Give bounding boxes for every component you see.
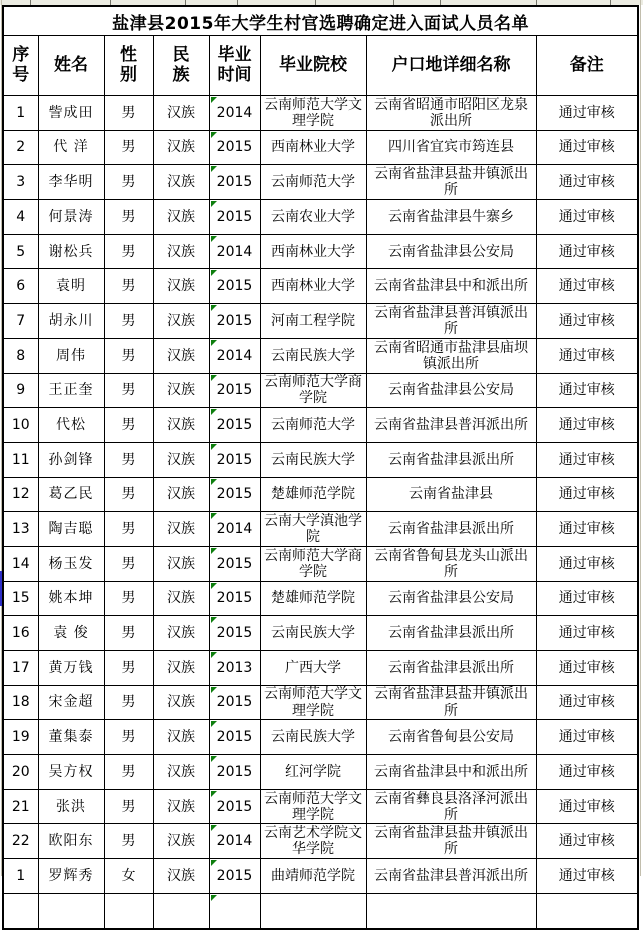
cell-grad-year: 2013: [209, 651, 260, 686]
cell-residence: 云南省盐津县牛寨乡: [366, 200, 536, 235]
cell-gender: 男: [104, 373, 153, 408]
cell-ethnicity: 汉族: [153, 477, 209, 512]
cell-residence: 云南省盐津县中和派出所: [366, 269, 536, 304]
header-gender: 性 别: [104, 36, 153, 96]
cell-grad-year: 2015: [209, 269, 260, 304]
cell-no: 12: [3, 477, 38, 512]
table-row: [3, 616, 638, 651]
cell-grad-year: 2015: [209, 616, 260, 651]
cell-gender: 男: [104, 789, 153, 824]
cell-residence: 云南省盐津县公安局: [366, 581, 536, 616]
green-triangle-icon: [211, 479, 217, 485]
cell-residence: 云南省盐津县盐井镇派出所: [366, 165, 536, 200]
cell-residence: 云南省盐津县普洱派出所: [366, 859, 536, 894]
cell-name: 杨玉发: [38, 546, 104, 581]
cell-residence: [366, 893, 536, 929]
table-row: [3, 96, 638, 131]
cell-residence: 云南省盐津县盐井镇派出所: [366, 685, 536, 720]
cell-residence: 云南省昭通市盐津县庙坝镇派出所: [366, 338, 536, 373]
cell-residence: 云南省鲁甸县公安局: [366, 720, 536, 755]
cell-ethnicity: 汉族: [153, 546, 209, 581]
cell-grad-year: 2014: [209, 512, 260, 547]
cell-school: 云南大学滇池学院: [260, 512, 366, 547]
sheet-gridline-right: [640, 0, 641, 876]
cell-remark: 通过审核: [536, 824, 638, 859]
cell-school: 云南艺术学院文华学院: [260, 824, 366, 859]
table-row: [3, 269, 638, 304]
cell-gender: 男: [104, 546, 153, 581]
cell-ethnicity: 汉族: [153, 824, 209, 859]
cell-no: 13: [3, 512, 38, 547]
cell-no: 8: [3, 338, 38, 373]
cell-ethnicity: [153, 893, 209, 929]
cell-remark: 通过审核: [536, 477, 638, 512]
cell-name: 张洪: [38, 789, 104, 824]
cell-school: 云南师范大学文理学院: [260, 685, 366, 720]
cell-no: 16: [3, 616, 38, 651]
cell-no: 22: [3, 824, 38, 859]
cell-school: 云南民族大学: [260, 616, 366, 651]
cell-remark: 通过审核: [536, 234, 638, 269]
cell-school: 楚雄师范学院: [260, 581, 366, 616]
cell-grad-year: 2015: [209, 720, 260, 755]
table-row: [3, 373, 638, 408]
cell-grad-year: 2014: [209, 234, 260, 269]
green-triangle-icon: [211, 895, 217, 901]
cell-school: 云南民族大学: [260, 720, 366, 755]
cell-name: 胡永川: [38, 304, 104, 339]
green-triangle-icon: [211, 270, 217, 276]
cell-grad-year: 2015: [209, 373, 260, 408]
table-row-partial: [3, 893, 638, 929]
cell-gender: 男: [104, 720, 153, 755]
table-row: [3, 546, 638, 581]
table-row: [3, 755, 638, 790]
cell-remark: 通过审核: [536, 616, 638, 651]
cell-ethnicity: 汉族: [153, 512, 209, 547]
cell-grad-year: 2015: [209, 755, 260, 790]
cell-name: 黄万钱: [38, 651, 104, 686]
green-triangle-icon: [211, 236, 217, 242]
cell-grad-year: 2015: [209, 165, 260, 200]
cell-no: 5: [3, 234, 38, 269]
cell-no: 6: [3, 269, 38, 304]
cell-gender: 男: [104, 200, 153, 235]
page-title: 盐津县2015年大学生村官选聘确定进入面试人员名单: [3, 6, 638, 36]
header-grad-year: 毕业 时间: [209, 36, 260, 96]
cell-ethnicity: 汉族: [153, 96, 209, 131]
cell-residence: 云南省盐津县派出所: [366, 651, 536, 686]
cell-no: 10: [3, 408, 38, 443]
cell-name: 董集泰: [38, 720, 104, 755]
cell-residence: 云南省盐津县派出所: [366, 616, 536, 651]
cell-ethnicity: 汉族: [153, 338, 209, 373]
cell-name: 谢松兵: [38, 234, 104, 269]
table-row: [3, 234, 638, 269]
cell-residence: 云南省盐津县派出所: [366, 442, 536, 477]
cell-remark: 通过审核: [536, 338, 638, 373]
table-row: [3, 442, 638, 477]
green-triangle-icon: [211, 305, 217, 311]
green-triangle-icon: [211, 97, 217, 103]
green-triangle-icon: [211, 756, 217, 762]
cell-ethnicity: 汉族: [153, 234, 209, 269]
cell-remark: 通过审核: [536, 130, 638, 165]
cell-ethnicity: 汉族: [153, 720, 209, 755]
header-school: 毕业院校: [260, 36, 366, 96]
cell-grad-year: 2015: [209, 442, 260, 477]
table-header-row: [3, 36, 638, 96]
cell-no: [3, 893, 38, 929]
cell-no: 15: [3, 581, 38, 616]
cell-name: 何景涛: [38, 200, 104, 235]
cell-name: 宋金超: [38, 685, 104, 720]
cell-ethnicity: 汉族: [153, 373, 209, 408]
cell-grad-year: 2015: [209, 789, 260, 824]
cell-gender: 男: [104, 685, 153, 720]
table-row: [3, 789, 638, 824]
cell-grad-year: 2015: [209, 546, 260, 581]
cell-residence: 云南省昭通市昭阳区龙泉派出所: [366, 96, 536, 131]
cell-gender: 男: [104, 304, 153, 339]
cell-gender: 男: [104, 338, 153, 373]
cell-grad-year: 2015: [209, 477, 260, 512]
header-residence: 户口地详细名称: [366, 36, 536, 96]
green-triangle-icon: [211, 617, 217, 623]
cell-ethnicity: 汉族: [153, 616, 209, 651]
cell-gender: 男: [104, 512, 153, 547]
cell-ethnicity: 汉族: [153, 200, 209, 235]
cell-school: 西南林业大学: [260, 269, 366, 304]
cell-residence: 云南省盐津县盐井镇派出所: [366, 824, 536, 859]
cell-no: 20: [3, 755, 38, 790]
cell-school: [260, 893, 366, 929]
cell-ethnicity: 汉族: [153, 755, 209, 790]
cell-grad-year: 2015: [209, 408, 260, 443]
cell-residence: 云南省鲁甸县龙头山派出所: [366, 546, 536, 581]
cell-school: 曲靖师范学院: [260, 859, 366, 894]
cell-no: 3: [3, 165, 38, 200]
cell-ethnicity: 汉族: [153, 269, 209, 304]
green-triangle-icon: [211, 791, 217, 797]
cell-ethnicity: 汉族: [153, 581, 209, 616]
cell-grad-year: 2014: [209, 96, 260, 131]
cell-gender: 男: [104, 616, 153, 651]
cell-remark: 通过审核: [536, 651, 638, 686]
table-row: [3, 477, 638, 512]
cell-no: 1: [3, 96, 38, 131]
header-name: 姓名: [38, 36, 104, 96]
cell-no: 9: [3, 373, 38, 408]
green-triangle-icon: [211, 201, 217, 207]
table-row: [3, 651, 638, 686]
cell-school: 西南林业大学: [260, 234, 366, 269]
cell-gender: 男: [104, 269, 153, 304]
cell-no: 11: [3, 442, 38, 477]
header-ethnicity: 民 族: [153, 36, 209, 96]
cell-residence: 云南省彝良县洛泽河派出所: [366, 789, 536, 824]
cell-gender: 男: [104, 234, 153, 269]
cell-grad-year: 2015: [209, 859, 260, 894]
cell-ethnicity: 汉族: [153, 859, 209, 894]
cell-no: 7: [3, 304, 38, 339]
cell-name: 陶吉聪: [38, 512, 104, 547]
table-row: [3, 338, 638, 373]
cell-school: 云南师范大学文理学院: [260, 789, 366, 824]
cell-grad-year: 2015: [209, 581, 260, 616]
cell-residence: 云南省盐津县中和派出所: [366, 755, 536, 790]
cell-grad-year: 2015: [209, 304, 260, 339]
cell-gender: 男: [104, 581, 153, 616]
cell-residence: 云南省盐津县公安局: [366, 234, 536, 269]
cell-gender: 女: [104, 859, 153, 894]
cell-name: 吴方权: [38, 755, 104, 790]
cell-remark: 通过审核: [536, 96, 638, 131]
table-row: [3, 512, 638, 547]
green-triangle-icon: [211, 132, 217, 138]
cell-no: 2: [3, 130, 38, 165]
cell-grad-year: 2015: [209, 200, 260, 235]
cell-gender: 男: [104, 165, 153, 200]
cell-gender: 男: [104, 408, 153, 443]
cell-no: 18: [3, 685, 38, 720]
green-triangle-icon: [211, 375, 217, 381]
cell-ethnicity: 汉族: [153, 304, 209, 339]
cell-name: [38, 893, 104, 929]
table-row: [3, 824, 638, 859]
cell-school: 云南师范大学文理学院: [260, 96, 366, 131]
cell-remark: 通过审核: [536, 512, 638, 547]
table-title-row: [3, 6, 638, 36]
cell-school: 云南民族大学: [260, 338, 366, 373]
cell-residence: 云南省盐津县普洱镇派出所: [366, 304, 536, 339]
green-triangle-icon: [211, 825, 217, 831]
cell-residence: 四川省宜宾市筠连县: [366, 130, 536, 165]
cell-school: 云南师范大学: [260, 408, 366, 443]
green-triangle-icon: [211, 409, 217, 415]
cell-remark: 通过审核: [536, 304, 638, 339]
table-row: [3, 685, 638, 720]
table-row: [3, 581, 638, 616]
cell-remark: 通过审核: [536, 165, 638, 200]
cell-name: 欧阳东: [38, 824, 104, 859]
cell-no: 21: [3, 789, 38, 824]
cell-ethnicity: 汉族: [153, 165, 209, 200]
table-row: [3, 408, 638, 443]
cell-grad-year: 2014: [209, 824, 260, 859]
cell-residence: 云南省盐津县公安局: [366, 373, 536, 408]
cell-name: 罗辉秀: [38, 859, 104, 894]
cell-name: 葛乙民: [38, 477, 104, 512]
green-triangle-icon: [211, 513, 217, 519]
cell-name: 訾成田: [38, 96, 104, 131]
cell-residence: 云南省盐津县派出所: [366, 512, 536, 547]
cell-school: 云南师范大学商学院: [260, 546, 366, 581]
cell-ethnicity: 汉族: [153, 789, 209, 824]
cell-gender: 男: [104, 442, 153, 477]
cell-ethnicity: 汉族: [153, 408, 209, 443]
table-row: [3, 200, 638, 235]
cell-gender: 男: [104, 755, 153, 790]
cell-remark: [536, 893, 638, 929]
cell-grad-year: [209, 893, 260, 929]
cell-school: 云南农业大学: [260, 200, 366, 235]
cell-grad-year: 2014: [209, 338, 260, 373]
cell-residence: 云南省盐津县普洱派出所: [366, 408, 536, 443]
table-row: [3, 720, 638, 755]
cell-remark: 通过审核: [536, 685, 638, 720]
cell-name: 李华明: [38, 165, 104, 200]
cell-school: 广西大学: [260, 651, 366, 686]
green-triangle-icon: [211, 444, 217, 450]
cell-grad-year: 2015: [209, 130, 260, 165]
cell-gender: 男: [104, 477, 153, 512]
green-triangle-icon: [211, 340, 217, 346]
cell-ethnicity: 汉族: [153, 651, 209, 686]
cell-gender: [104, 893, 153, 929]
cell-no: 19: [3, 720, 38, 755]
cell-remark: 通过审核: [536, 442, 638, 477]
cell-ethnicity: 汉族: [153, 442, 209, 477]
cell-school: 西南林业大学: [260, 130, 366, 165]
cell-name: 姚本坤: [38, 581, 104, 616]
green-triangle-icon: [211, 583, 217, 589]
table-row: [3, 165, 638, 200]
header-remark: 备注: [536, 36, 638, 96]
header-no: 序 号: [3, 36, 38, 96]
cell-school: 楚雄师范学院: [260, 477, 366, 512]
cell-name: 王正奎: [38, 373, 104, 408]
cell-no: 17: [3, 651, 38, 686]
cell-remark: 通过审核: [536, 408, 638, 443]
cell-remark: 通过审核: [536, 546, 638, 581]
cell-name: 袁 俊: [38, 616, 104, 651]
cell-no: 4: [3, 200, 38, 235]
cell-remark: 通过审核: [536, 755, 638, 790]
cell-remark: 通过审核: [536, 581, 638, 616]
cell-name: 孙剑锋: [38, 442, 104, 477]
cell-name: 代 洋: [38, 130, 104, 165]
green-triangle-icon: [211, 652, 217, 658]
table-row: [3, 130, 638, 165]
cell-ethnicity: 汉族: [153, 685, 209, 720]
cell-remark: 通过审核: [536, 200, 638, 235]
cell-school: 云南民族大学: [260, 442, 366, 477]
cell-no: 1: [3, 859, 38, 894]
green-triangle-icon: [211, 548, 217, 554]
cell-name: 周伟: [38, 338, 104, 373]
cell-ethnicity: 汉族: [153, 130, 209, 165]
green-triangle-icon: [211, 687, 217, 693]
interview-candidates-table: [2, 5, 639, 930]
cell-school: 云南师范大学: [260, 165, 366, 200]
cell-school: 河南工程学院: [260, 304, 366, 339]
green-triangle-icon: [211, 166, 217, 172]
cell-remark: 通过审核: [536, 789, 638, 824]
cell-remark: 通过审核: [536, 269, 638, 304]
green-triangle-icon: [211, 721, 217, 727]
cell-remark: 通过审核: [536, 373, 638, 408]
cell-name: 代松: [38, 408, 104, 443]
green-triangle-icon: [211, 860, 217, 866]
cell-grad-year: 2015: [209, 685, 260, 720]
cell-name: 袁明: [38, 269, 104, 304]
cell-school: 红河学院: [260, 755, 366, 790]
cell-school: 云南师范大学商学院: [260, 373, 366, 408]
cell-gender: 男: [104, 96, 153, 131]
cell-residence: 云南省盐津县: [366, 477, 536, 512]
table-row: [3, 304, 638, 339]
cell-gender: 男: [104, 824, 153, 859]
cell-remark: 通过审核: [536, 720, 638, 755]
cell-remark: 通过审核: [536, 859, 638, 894]
cell-gender: 男: [104, 651, 153, 686]
cell-no: 14: [3, 546, 38, 581]
cell-gender: 男: [104, 130, 153, 165]
